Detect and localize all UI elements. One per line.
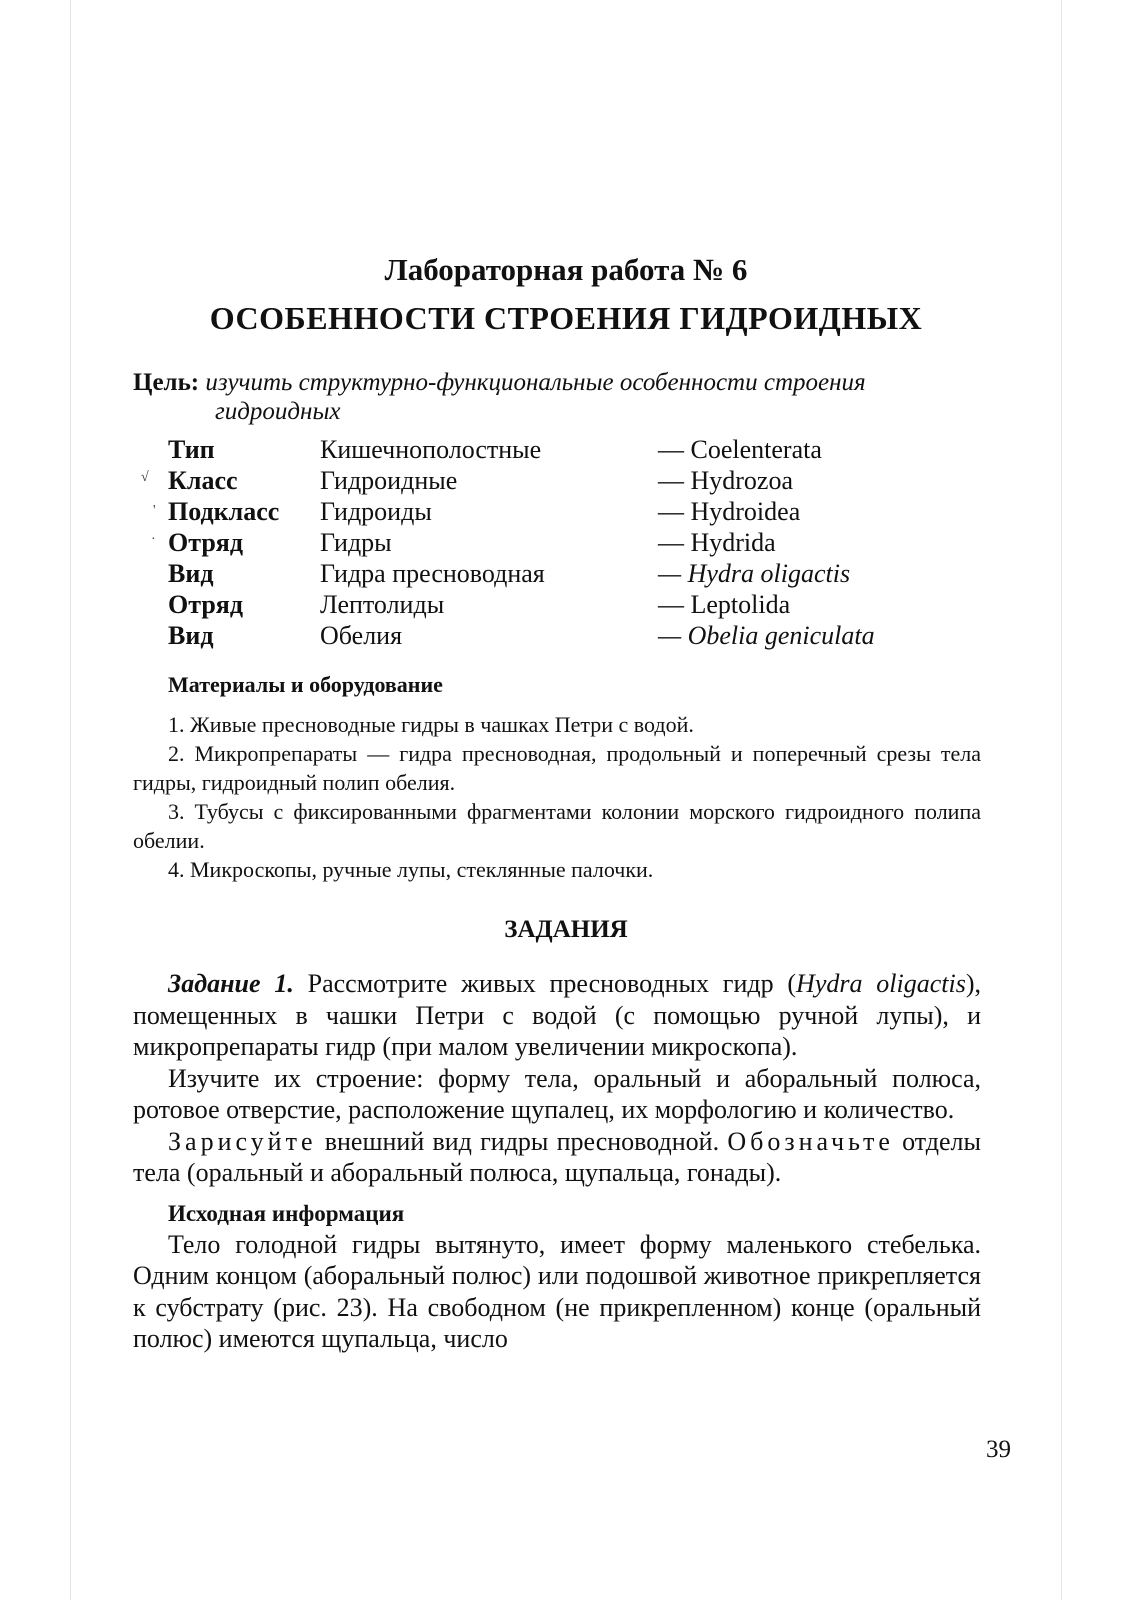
materials-list bbox=[133, 710, 981, 884]
task1-latin: Hydra oligactis bbox=[796, 969, 966, 998]
taxonomy-row bbox=[168, 496, 998, 527]
goal-text-line1: изучить структурно-функциональные особенности строения bbox=[205, 369, 866, 396]
pencil-dot-mark: · bbox=[151, 532, 156, 547]
taxonomy-row bbox=[168, 465, 998, 496]
tasks-body bbox=[133, 968, 981, 1355]
taxonomy-row bbox=[168, 620, 998, 651]
goal-label: Цель: bbox=[133, 369, 200, 396]
taxon-latin: — Hydrozoa bbox=[658, 466, 794, 495]
list-item: 2. Микропрепараты — гидра пресноводная, продольный и поперечный срезы тела гидры, гидроидный полип обелия. bbox=[133, 741, 981, 795]
lab-subtitle: ОСОБЕННОСТИ СТРОЕНИЯ ГИДРОИДНЫХ bbox=[209, 300, 923, 336]
list-item: 1. Живые пресноводные гидры в чашках Петри с водой. bbox=[168, 712, 694, 737]
task1-label: Задание 1. bbox=[168, 969, 294, 998]
taxon-latin: — Hydroidea bbox=[658, 497, 801, 526]
taxon-rank: Вид bbox=[168, 621, 214, 650]
task1-text-c: внешний вид гидры пресноводной. bbox=[316, 1126, 728, 1156]
taxon-russian: Обелия bbox=[320, 621, 403, 650]
taxon-latin: — Obelia geniculata bbox=[658, 621, 875, 650]
taxonomy-table bbox=[168, 434, 998, 651]
taxon-rank: Отряд bbox=[168, 528, 243, 557]
task1-spaced-word1: Зарисуйте bbox=[168, 1126, 317, 1156]
taxon-latin: — Coelenterata bbox=[658, 435, 822, 464]
pencil-dot-mark: ' bbox=[153, 503, 156, 518]
taxon-latin: — Leptolida bbox=[658, 590, 791, 619]
taxonomy-row bbox=[168, 434, 998, 465]
tasks-heading: ЗАДАНИЯ bbox=[504, 916, 628, 943]
task1-paragraph3 bbox=[133, 1126, 981, 1189]
task1-text-d: отделы тела (оральный и аборальный полюса, щупальца, гонады). bbox=[133, 1126, 981, 1187]
taxon-russian: Гидроидные bbox=[320, 466, 458, 495]
page-number: 39 bbox=[986, 1436, 1011, 1463]
goal-block bbox=[133, 368, 999, 426]
taxon-rank: Тип bbox=[168, 435, 215, 464]
source-paragraph: Тело голодной гидры вытянуто, имеет форму маленького стебелька. Одним концом (аборальный полюс) или подошвой животное прикрепляется к субстрату (рис. 23). На свободном (не прикрепленном) конце (оральный полюс) имеются щупальца, число bbox=[133, 1229, 981, 1353]
taxon-russian: Гидра пресноводная bbox=[320, 559, 545, 588]
task1-paragraph2: Изучите их строение: форму тела, оральный и аборальный полюса, ротовое отверстие, расположение щупалец, их морфологию и количество. bbox=[133, 1063, 981, 1124]
page bbox=[70, 0, 1062, 1600]
taxonomy-row bbox=[168, 527, 998, 558]
lab-title: Лабораторная работа № 6 bbox=[384, 252, 748, 287]
task1-text-b: ), помещенных в чашки Петри с водой (с помощью ручной лупы), и микропрепараты гидр (при малом увеличении микроскопа). bbox=[133, 969, 981, 1061]
taxon-latin: — Hydrida bbox=[658, 528, 776, 557]
taxon-russian: Гидроиды bbox=[320, 497, 432, 526]
taxon-rank: Класс bbox=[168, 466, 238, 495]
list-item: 4. Микроскопы, ручные лупы, стеклянные палочки. bbox=[168, 857, 654, 882]
materials-heading: Материалы и оборудование bbox=[168, 672, 443, 697]
taxonomy-row bbox=[168, 589, 998, 620]
task1-spaced-word2: Обозначьте bbox=[727, 1126, 894, 1156]
source-heading: Исходная информация bbox=[168, 1200, 405, 1226]
taxon-rank: Подкласс bbox=[168, 497, 280, 526]
taxon-rank: Вид bbox=[168, 559, 214, 588]
taxon-latin: — Hydra oligactis bbox=[658, 559, 851, 588]
taxon-russian: Лептолиды bbox=[320, 590, 445, 619]
taxon-rank: Отряд bbox=[168, 590, 243, 619]
taxon-russian: Гидры bbox=[320, 528, 392, 557]
task1-paragraph1 bbox=[133, 968, 981, 1063]
goal-text-line2: гидроидных bbox=[215, 398, 341, 425]
list-item: 3. Тубусы с фиксированными фрагментами колонии морского гидроидного полипа обелии. bbox=[133, 799, 981, 853]
task1-text-a: Рассмотрите живых пресноводных гидр ( bbox=[293, 969, 797, 998]
taxonomy-row bbox=[168, 558, 998, 589]
pencil-check-mark: √ bbox=[141, 470, 149, 485]
taxon-russian: Кишечнополостные bbox=[320, 435, 542, 464]
